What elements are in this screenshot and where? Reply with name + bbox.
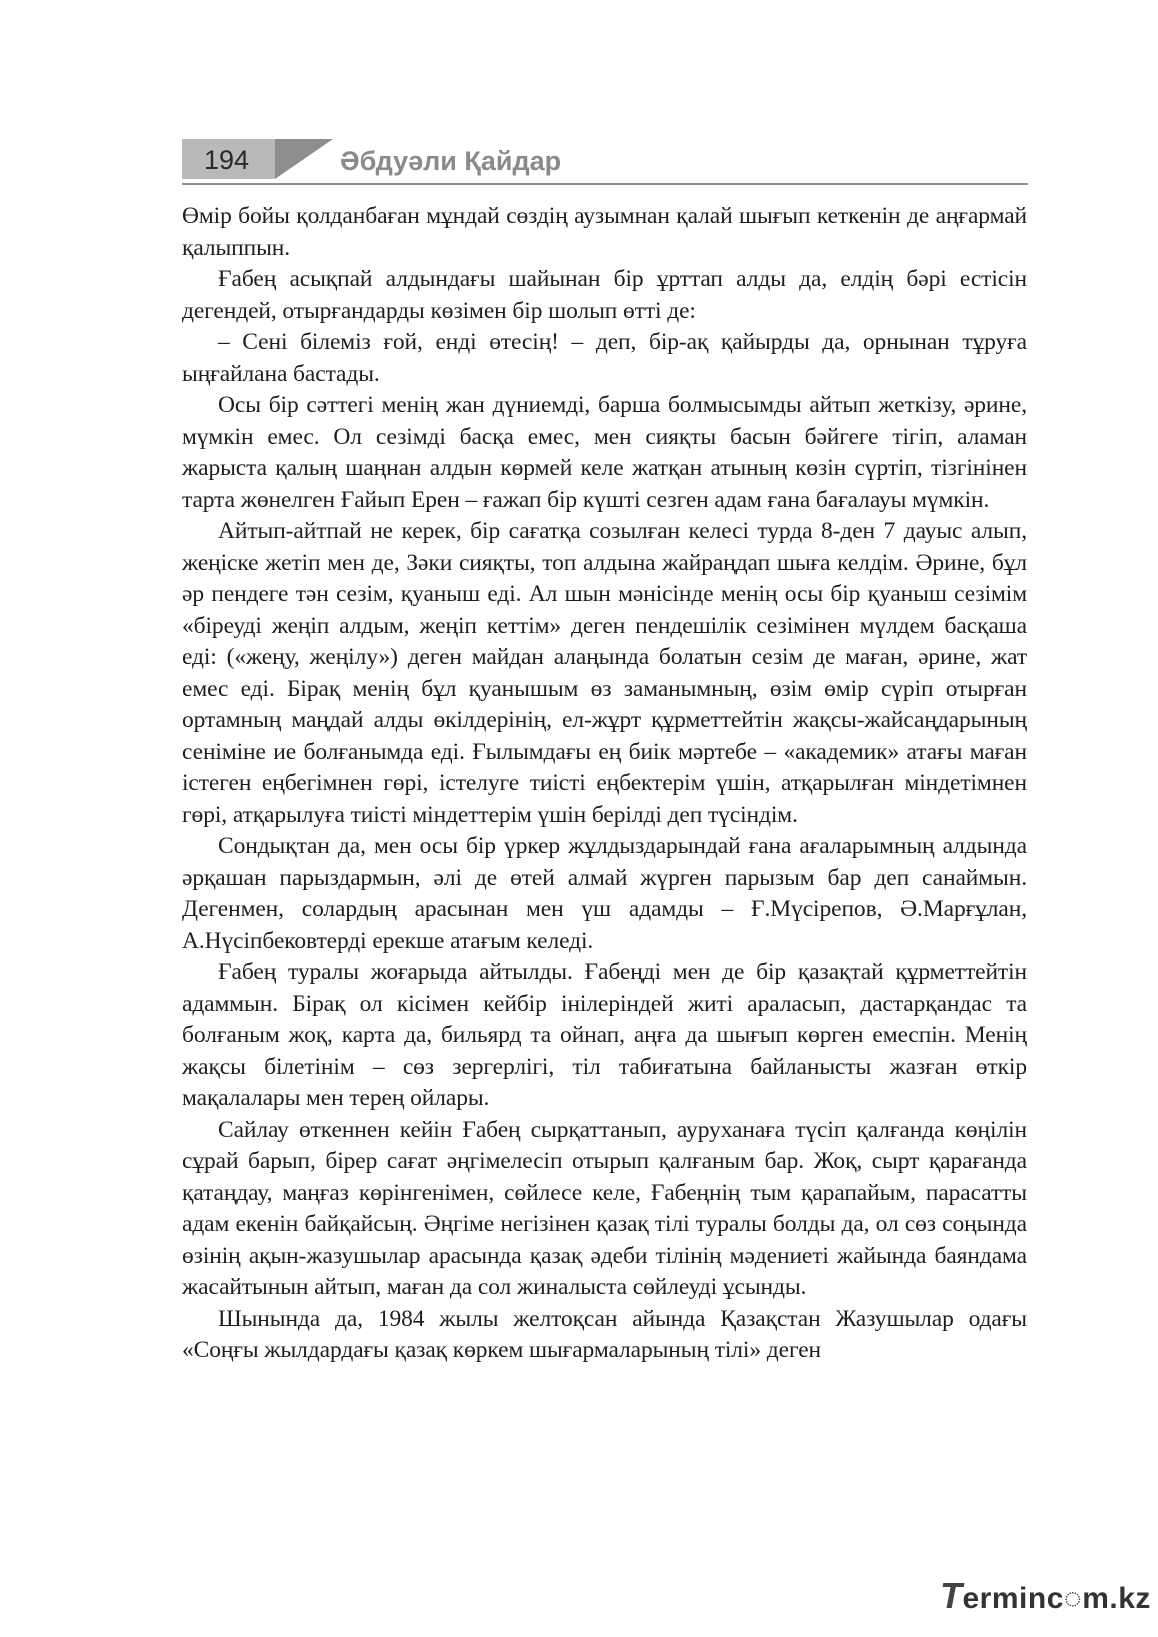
- watermark-logo: [940, 1575, 1151, 1617]
- paragraph: Ғабең туралы жоғарыда айтылды. Ғабеңді мен де бір қазақтай құрметтейтін адаммын. Бірақ ол кісімен кейбір інілеріндей житі араласып, дастарқандас та болғаным жоқ, карта да, бильярд та ойнап, аңға да шығып көрген емеспін. Менің жақсы білетінім – сөз зергерлігі, тіл табиғатына байланысты жазған өткір мақалалары мен терең ойлары.: [182, 959, 1027, 1111]
- paragraph: – Сені білеміз ғой, енді өтесің! – деп, бір-ақ қайырды да, орнынан тұруға ыңғайлана бастады.: [182, 329, 1027, 387]
- paragraph: Өмір бойы қолданбаған мұндай сөздің аузымнан қалай шығып кеткенін де аңғармай қалыппын.: [182, 203, 1027, 261]
- header-rule: [182, 183, 1028, 185]
- paragraph: Осы бір сәттегі менің жан дүниемді, барша болмысымды айтып жеткізу, әрине, мүмкін емес. Ол сезімді басқа емес, мен сияқты басын бәйгеге тігіп, аламан жарыста қалың шаңнан алдын көрмей келе жатқан атының көзін сүртіп, тізгінінен тарта жөнелген Ғайып Ерен – ғажап бір күшті сезген адам ғана бағалауы мүмкін.: [182, 392, 1027, 513]
- watermark-initial: T: [940, 1575, 963, 1616]
- paragraph: Шынында да, 1984 жылы желтоқсан айында Қазақстан Жазушылар одағы «Соңғы жылдардағы қазақ көркем шығармаларының тілі» деген: [182, 1305, 1027, 1363]
- running-head-author: Әбдуәли Қайдар: [340, 146, 562, 176]
- body-text: [182, 201, 1027, 1367]
- watermark-text: erminc◌m.kz: [962, 1582, 1151, 1615]
- paragraph: Айтып-айтпай не керек, бір сағатқа созылған келесі турда 8-ден 7 дауыс алып, жеңіске жетіп мен де, Зәки сияқты, топ алдына жайраңдап шыға келдім. Әрине, бұл әр пендеге тән сезім, қуаныш еді. Ал шын мәнісінде менің осы бір қуаныш сезімім «біреуді жеңіп алдым, жеңіп кеттім» деген пендешілік сезімінен мүлдем басқаша еді: («жеңу, жеңілу») деген майдан алаңында болатын сезім де маған, әрине, жат емес еді. Бірақ менің бұл қуанышым өз заманымның, өзім өмір сүріп отырған ортамның маңдай алды өкілдерінің, ел-жұрт құрметтейтін жақсы-жайсаңдарының сеніміне ие болғанымда еді. Ғылымдағы ең биік мәртебе – «академик» атағы маған істеген еңбегімнен гөрі, істелуге тиісті еңбектерім үшін, атқарылған міндетімнен гөрі, атқарылуға тиісті міндеттерім үшін берілді деп түсіндім.: [182, 518, 1027, 828]
- page-header: [182, 137, 1028, 189]
- paragraph: Ғабең асықпай алдындағы шайынан бір ұрттап алды да, елдің бәрі естісін дегендей, отырғандарды көзімен бір шолып өтті де:: [182, 266, 1027, 324]
- paragraph: Сайлау өткеннен кейін Ғабең сырқаттанып, ауруханаға түсіп қалғанда көңілін сұрай барып, бірер сағат әңгімелесіп отырып қалғаным бар. Жоқ, сырт қарағанда қатаңдау, маңғаз көрінгенімен, сөйлесе келе, Ғабеңнің тым қарапайым, парасатты адам екенін байқайсың. Әңгіме негізінен қазақ тілі туралы болды да, ол сөз соңында өзінің ақын-жазушылар арасында қазақ әдеби тілінің мәдениеті жайында баяндама жасайтынын айтып, маған да сол жиналыста сөйлеуді ұсынды.: [182, 1116, 1027, 1300]
- page-number-tab: [182, 139, 275, 179]
- page-number: 194: [204, 145, 250, 175]
- header-wedge-decoration: [275, 139, 333, 179]
- paragraph: Сондықтан да, мен осы бір үркер жұлдыздарындай ғана ағаларымның алдында әрқашан парыздармын, әлі де өтей алмай жүрген парызым бар деп санаймын. Дегенмен, солардың арасынан мен үш адамды – Ғ.Мүсірепов, Ә.Марғұлан, А.Нүсіпбековтерді ерекше атағым келеді.: [182, 833, 1027, 954]
